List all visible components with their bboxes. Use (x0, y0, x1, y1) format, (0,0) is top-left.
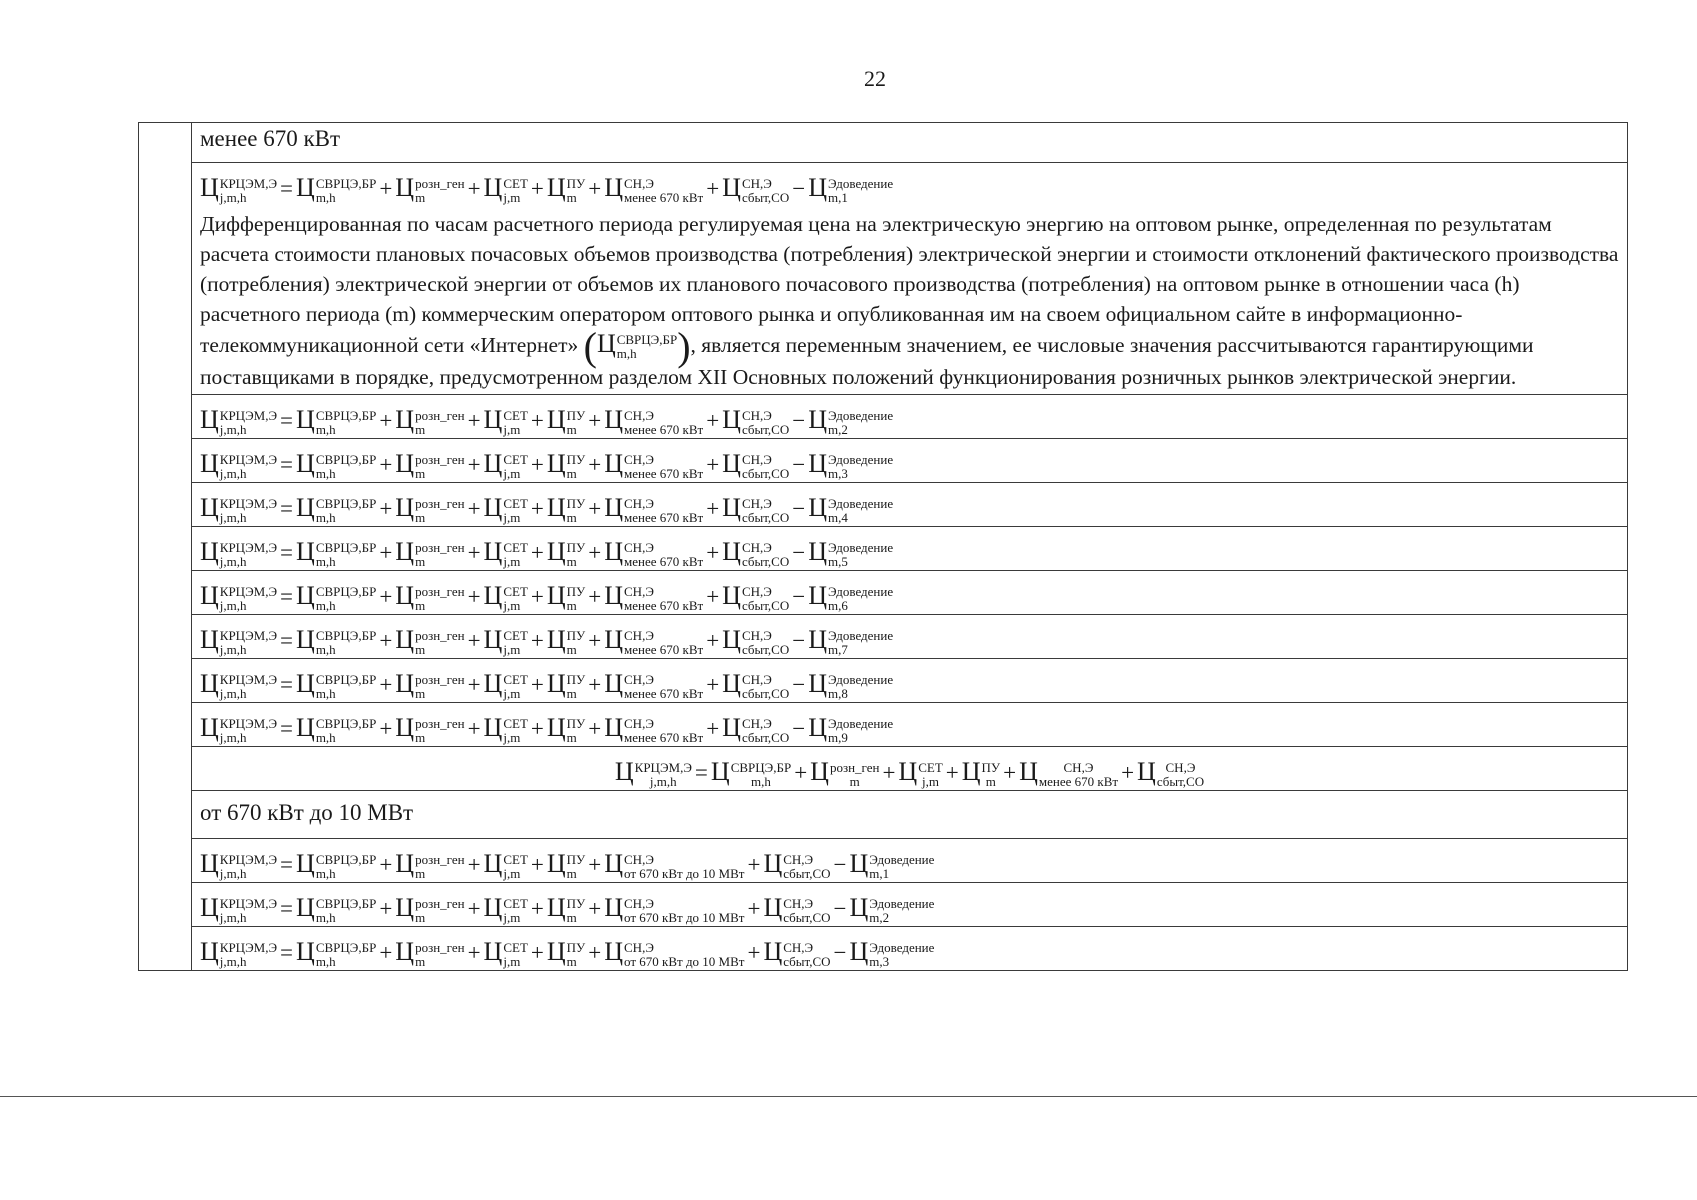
formula-term: Ц Эдоведение m,2 (808, 404, 894, 437)
formula-term: Ц Эдоведение m,1 (808, 173, 894, 205)
formula-term: Ц розн_ген m (395, 712, 465, 745)
formula-term: Ц СН,Э менее 670 кВт (604, 492, 704, 525)
formula-term: Ц розн_ген m (395, 448, 465, 481)
formula-term: Ц СН,Э сбыт,СО (763, 892, 831, 925)
formula-term: Ц розн_ген m (395, 892, 465, 925)
formula-term: Ц СЕТ j,m (483, 404, 528, 437)
formula-term: Ц СН,Э от 670 кВт до 10 МВт (604, 848, 745, 881)
price-formula: Ц КРЦЭМ,Э j,m,h = Ц СВРЦЭ,БР m,h + Ц розн_ген m + Ц СЕТ j,m + Ц ПУ m + Ц СН,Э менее 670 кВт + Ц СН,Э сбыт,СО − Ц Эдоведение m,1 (200, 173, 894, 205)
formula-term: Ц СН,Э сбыт,СО (722, 173, 790, 205)
formula-term: Ц Эдоведение m,3 (808, 448, 894, 481)
content-cell (192, 746, 1628, 790)
price-formula: Ц КРЦЭМ,Э j,m,h = Ц СВРЦЭ,БР m,h + Ц розн_ген m + Ц СЕТ j,m + Ц ПУ m + Ц СН,Э от 670 кВт до 10 МВт + Ц СН,Э сбыт,СО − Ц Эдоведение m,2 (200, 892, 935, 925)
formula-term: Ц СН,Э сбыт,СО (722, 580, 790, 613)
formula-term: Ц СН,Э сбыт,СО (722, 536, 790, 569)
formula-term: Ц Эдоведение m,3 (849, 936, 935, 969)
formula-term: Ц СВРЦЭ,БР m,h (296, 448, 377, 481)
formula-term: Ц КРЦЭМ,Э j,m,h (200, 536, 278, 569)
explanatory-paragraph: Дифференцированная по часам расчетного периода регулируемая цена на электрическую энергию на оптовом рынке, определенная по результатам расчета стоимости плановых почасовых объемов производства (потребления) электрической энергии и стоимости отклонений фактического производства (потребления) электрической энергии от объемов их планового почасового производства (потребления) на оптовом рынке в отношении часа (h) расчетного периода (m) коммерческим оператором оптового рынка и опубликованная им на своем официальном сайте в информационно-телекоммуникационной сети «Интернет» (Ц СВРЦЭ,БР m,h ), является переменным значением, ее числовые значения рассчитываются гарантирующими поставщиками в порядке, предусмотренном разделом XII Основных положений функционирования розничных рынков электрической энергии. (200, 211, 1619, 389)
formula-term: Ц СН,Э от 670 кВт до 10 МВт (604, 892, 745, 925)
formula-term: Ц розн_ген m (395, 936, 465, 969)
table-row (139, 123, 1628, 163)
formula-term: Ц ПУ m (546, 404, 586, 437)
content-cell (192, 526, 1628, 570)
formula-term: Ц СВРЦЭ,БР m,h (710, 756, 792, 789)
formula-term: Ц СЕТ j,m (898, 756, 943, 789)
table-row (139, 882, 1628, 926)
formula-term: Ц ПУ m (546, 892, 586, 925)
formula-term: Ц розн_ген m (395, 404, 465, 437)
formula-term: Ц СВРЦЭ,БР m,h (296, 848, 377, 881)
formula-term: Ц СН,Э менее 670 кВт (604, 712, 704, 745)
formula-term: Ц розн_ген m (395, 492, 465, 525)
content-cell (192, 614, 1628, 658)
formula-term: Ц розн_ген m (395, 580, 465, 613)
formula-term: Ц розн_ген m (395, 536, 465, 569)
formula-term: Ц ПУ m (546, 624, 586, 657)
formula-term: Ц ПУ m (546, 668, 586, 701)
content-cell (192, 882, 1628, 926)
table-row (139, 526, 1628, 570)
formula-term: Ц СВРЦЭ,БР m,h (296, 668, 377, 701)
table-row (139, 838, 1628, 882)
formula-term: Ц СЕТ j,m (483, 536, 528, 569)
formula-term: Ц СВРЦЭ,БР m,h (296, 892, 377, 925)
price-formula: Ц КРЦЭМ,Э j,m,h = Ц СВРЦЭ,БР m,h + Ц розн_ген m + Ц СЕТ j,m + Ц ПУ m + Ц СН,Э менее 670 кВт + Ц СН,Э сбыт,СО − Ц Эдоведение m,7 (200, 624, 894, 657)
price-formula: Ц КРЦЭМ,Э j,m,h = Ц СВРЦЭ,БР m,h + Ц розн_ген m + Ц СЕТ j,m + Ц ПУ m + Ц СН,Э менее 670 кВт + Ц СН,Э сбыт,СО − Ц Эдоведение m,5 (200, 536, 894, 569)
formula-term: Ц СН,Э менее 670 кВт (604, 448, 704, 481)
table-row (139, 482, 1628, 526)
table-row (139, 438, 1628, 482)
left-column-cell (139, 123, 192, 971)
content-cell (192, 123, 1628, 163)
formula-term: Ц КРЦЭМ,Э j,m,h (614, 756, 692, 789)
price-formula: Ц КРЦЭМ,Э j,m,h = Ц СВРЦЭ,БР m,h + Ц розн_ген m + Ц СЕТ j,m + Ц ПУ m + Ц СН,Э менее 670 кВт + Ц СН,Э сбыт,СО − Ц Эдоведение m,2 (200, 404, 894, 437)
formula-term: Ц КРЦЭМ,Э j,m,h (200, 892, 278, 925)
formula-term: Ц КРЦЭМ,Э j,m,h (200, 848, 278, 881)
formula-term: Ц розн_ген m (395, 668, 465, 701)
table-row (139, 163, 1628, 395)
table-row (139, 658, 1628, 702)
formula-term: Ц КРЦЭМ,Э j,m,h (200, 668, 278, 701)
content-cell (192, 438, 1628, 482)
page-divider (0, 1096, 1697, 1097)
price-formula: Ц КРЦЭМ,Э j,m,h = Ц СВРЦЭ,БР m,h + Ц розн_ген m + Ц СЕТ j,m + Ц ПУ m + Ц СН,Э менее 670 кВт + Ц СН,Э сбыт,СО (614, 756, 1205, 789)
formula-term: Ц КРЦЭМ,Э j,m,h (200, 624, 278, 657)
formula-term: Ц КРЦЭМ,Э j,m,h (200, 404, 278, 437)
formula-term: Ц СВРЦЭ,БР m,h (296, 624, 377, 657)
formula-term: Ц СН,Э сбыт,СО (722, 624, 790, 657)
formula-term: Ц Эдоведение m,1 (849, 848, 935, 881)
formula-term: Ц СВРЦЭ,БР m,h (296, 173, 377, 205)
formula-term: Ц СН,Э сбыт,СО (722, 712, 790, 745)
formula-term: Ц СЕТ j,m (483, 580, 528, 613)
content-cell (192, 926, 1628, 970)
formula-term: Ц СЕТ j,m (483, 668, 528, 701)
formula-term: Ц СЕТ j,m (483, 492, 528, 525)
formula-term: Ц СН,Э менее 670 кВт (604, 580, 704, 613)
formula-term: Ц ПУ m (546, 173, 586, 205)
formula-term: Ц ПУ m (546, 536, 586, 569)
formula-term: Ц ПУ m (546, 936, 586, 969)
formula-term: Ц Эдоведение m,9 (808, 712, 894, 745)
formula-term: Ц СН,Э менее 670 кВт (604, 173, 704, 205)
formula-term: Ц СЕТ j,m (483, 173, 528, 205)
content-cell (192, 838, 1628, 882)
formula-term: Ц СЕТ j,m (483, 892, 528, 925)
content-cell (192, 394, 1628, 438)
content-cell (192, 482, 1628, 526)
formula-term: Ц ПУ m (961, 756, 1001, 789)
table-row (139, 570, 1628, 614)
table-row (139, 746, 1628, 790)
formula-term: Ц СН,Э сбыт,СО (722, 668, 790, 701)
formula-term: Ц СВРЦЭ,БР m,h (296, 536, 377, 569)
content-cell (192, 658, 1628, 702)
table-row (139, 614, 1628, 658)
formula-term: Ц СВРЦЭ,БР m,h (296, 580, 377, 613)
table-row (139, 926, 1628, 970)
formula-term: Ц СН,Э сбыт,СО (722, 448, 790, 481)
section-heading: менее 670 кВт (200, 126, 341, 151)
formula-term: Ц розн_ген m (395, 624, 465, 657)
formula-term: Ц СЕТ j,m (483, 712, 528, 745)
formula-term: Ц СЕТ j,m (483, 624, 528, 657)
formula-term: Ц СН,Э менее 670 кВт (604, 624, 704, 657)
price-formula: Ц КРЦЭМ,Э j,m,h = Ц СВРЦЭ,БР m,h + Ц розн_ген m + Ц СЕТ j,m + Ц ПУ m + Ц СН,Э менее 670 кВт + Ц СН,Э сбыт,СО − Ц Эдоведение m,6 (200, 580, 894, 613)
content-cell (192, 702, 1628, 746)
formula-term: Ц СЕТ j,m (483, 448, 528, 481)
formula-term: Ц СЕТ j,m (483, 848, 528, 881)
formula-term: Ц СН,Э менее 670 кВт (604, 668, 704, 701)
content-cell (192, 790, 1628, 838)
formula-term: Ц розн_ген m (810, 756, 880, 789)
price-formula: Ц КРЦЭМ,Э j,m,h = Ц СВРЦЭ,БР m,h + Ц розн_ген m + Ц СЕТ j,m + Ц ПУ m + Ц СН,Э от 670 кВт до 10 МВт + Ц СН,Э сбыт,СО − Ц Эдоведение m,1 (200, 848, 935, 881)
formula-term: Ц СН,Э менее 670 кВт (1019, 756, 1119, 789)
formula-term: Ц КРЦЭМ,Э j,m,h (200, 173, 278, 205)
formula-term: Ц СН,Э сбыт,СО (722, 492, 790, 525)
formula-term: Ц КРЦЭМ,Э j,m,h (200, 580, 278, 613)
formula-term: Ц КРЦЭМ,Э j,m,h (200, 936, 278, 969)
formula-term: Ц ПУ m (546, 712, 586, 745)
formula-term: Ц розн_ген m (395, 848, 465, 881)
formula-term: Ц СН,Э менее 670 кВт (604, 536, 704, 569)
formula-table (138, 122, 1628, 971)
formula-term: Ц Эдоведение m,5 (808, 536, 894, 569)
formula-term: Ц СВРЦЭ,БР m,h (596, 328, 678, 361)
formula-term: Ц СВРЦЭ,БР m,h (296, 936, 377, 969)
formula-term: Ц розн_ген m (395, 173, 465, 205)
table-row (139, 702, 1628, 746)
formula-term: Ц Эдоведение m,2 (849, 892, 935, 925)
price-formula: Ц КРЦЭМ,Э j,m,h = Ц СВРЦЭ,БР m,h + Ц розн_ген m + Ц СЕТ j,m + Ц ПУ m + Ц СН,Э от 670 кВт до 10 МВт + Ц СН,Э сбыт,СО − Ц Эдоведение m,3 (200, 936, 935, 969)
formula-term: Ц СН,Э менее 670 кВт (604, 404, 704, 437)
formula-term: Ц СВРЦЭ,БР m,h (296, 492, 377, 525)
formula-term: Ц СВРЦЭ,БР m,h (296, 404, 377, 437)
page-number: 22 (864, 66, 886, 91)
formula-term: Ц Эдоведение m,6 (808, 580, 894, 613)
formula-term: Ц Эдоведение m,8 (808, 668, 894, 701)
formula-term: Ц ПУ m (546, 848, 586, 881)
formula-term: Ц КРЦЭМ,Э j,m,h (200, 492, 278, 525)
formula-term: Ц СН,Э сбыт,СО (763, 936, 831, 969)
formula-term: Ц ПУ m (546, 492, 586, 525)
content-cell (192, 163, 1628, 395)
formula-term: Ц Эдоведение m,7 (808, 624, 894, 657)
formula-term: Ц СН,Э от 670 кВт до 10 МВт (604, 936, 745, 969)
formula-term: Ц Эдоведение m,4 (808, 492, 894, 525)
section-heading: от 670 кВт до 10 МВт (200, 799, 414, 825)
price-formula: Ц КРЦЭМ,Э j,m,h = Ц СВРЦЭ,БР m,h + Ц розн_ген m + Ц СЕТ j,m + Ц ПУ m + Ц СН,Э менее 670 кВт + Ц СН,Э сбыт,СО − Ц Эдоведение m,9 (200, 712, 894, 745)
price-formula: Ц КРЦЭМ,Э j,m,h = Ц СВРЦЭ,БР m,h + Ц розн_ген m + Ц СЕТ j,m + Ц ПУ m + Ц СН,Э менее 670 кВт + Ц СН,Э сбыт,СО − Ц Эдоведение m,3 (200, 448, 894, 481)
formula-term: Ц СВРЦЭ,БР m,h (296, 712, 377, 745)
price-formula: Ц КРЦЭМ,Э j,m,h = Ц СВРЦЭ,БР m,h + Ц розн_ген m + Ц СЕТ j,m + Ц ПУ m + Ц СН,Э менее 670 кВт + Ц СН,Э сбыт,СО − Ц Эдоведение m,4 (200, 492, 894, 525)
formula-term: Ц СН,Э сбыт,СО (1137, 756, 1205, 789)
content-cell (192, 570, 1628, 614)
price-formula: Ц КРЦЭМ,Э j,m,h = Ц СВРЦЭ,БР m,h + Ц розн_ген m + Ц СЕТ j,m + Ц ПУ m + Ц СН,Э менее 670 кВт + Ц СН,Э сбыт,СО − Ц Эдоведение m,8 (200, 668, 894, 701)
formula-term: Ц КРЦЭМ,Э j,m,h (200, 712, 278, 745)
formula-term: Ц КРЦЭМ,Э j,m,h (200, 448, 278, 481)
formula-term: Ц СН,Э сбыт,СО (763, 848, 831, 881)
formula-term: Ц ПУ m (546, 580, 586, 613)
formula-term: Ц СН,Э сбыт,СО (722, 404, 790, 437)
formula-term: Ц ПУ m (546, 448, 586, 481)
formula-term: Ц СЕТ j,m (483, 936, 528, 969)
table-row (139, 790, 1628, 838)
table-row (139, 394, 1628, 438)
